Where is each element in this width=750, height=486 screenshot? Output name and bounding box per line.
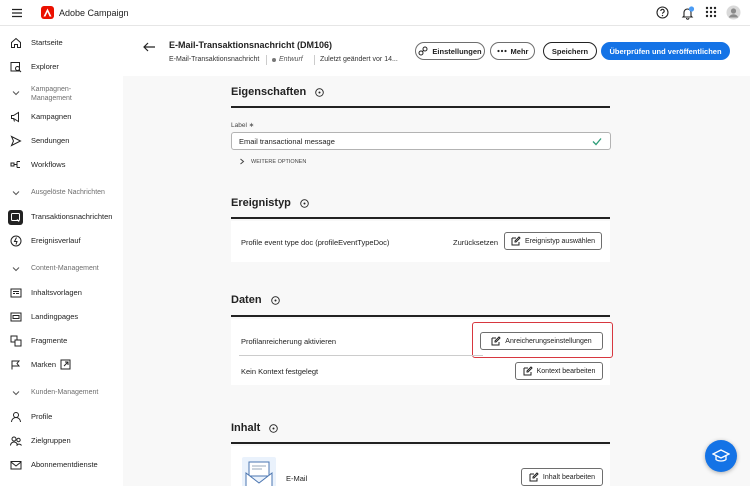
sidebar-item-event-history[interactable] [0, 232, 123, 250]
profile-enrichment-label: Profilanreicherung aktivieren [241, 337, 337, 346]
user-avatar[interactable] [726, 5, 741, 20]
edit-context-label: Kontext bearbeiten [536, 367, 596, 375]
channel-label: E-Mail [286, 474, 308, 483]
chevron-down-icon [10, 387, 22, 399]
event-type-value: Profile event type doc (profileEventTypeDoc) [241, 238, 390, 247]
section-event-type-title [231, 197, 309, 209]
home-icon [10, 37, 22, 49]
select-event-type-label: Ereignistyp auswählen [524, 237, 596, 245]
sidebar-item-transactional-messages[interactable] [0, 208, 123, 226]
info-icon[interactable] [269, 424, 278, 433]
event-icon [10, 235, 22, 247]
sidebar-item-label: Transaktionsnachrichten [31, 212, 113, 221]
label-field-caption: Label ∗ [231, 122, 255, 129]
sidebar-item-label: Sendungen [31, 136, 70, 145]
settings-button[interactable] [415, 42, 485, 60]
edit-icon [529, 472, 539, 482]
sidebar-section-campaign-management[interactable] [0, 82, 123, 104]
back-arrow-icon[interactable] [143, 42, 156, 52]
notification-bell-icon[interactable] [681, 6, 695, 20]
edit-icon [511, 236, 521, 246]
section-divider [231, 442, 610, 444]
section-properties-title [231, 86, 324, 98]
sidebar-item-profiles[interactable] [0, 408, 123, 426]
context-label: Kein Kontext festgelegt [241, 367, 319, 376]
divider [314, 55, 315, 65]
last-modified: Zuletzt geändert vor 14... [320, 56, 398, 63]
sidebar-item-workflows[interactable] [0, 156, 123, 174]
audience-icon [10, 435, 22, 447]
sidebar-item-label: Marken [31, 360, 57, 369]
explorer-icon [10, 61, 22, 73]
section-divider [231, 106, 610, 108]
content-card [231, 446, 610, 486]
help-icon[interactable] [656, 6, 669, 19]
status-dot [272, 58, 276, 62]
label-input-value: Email transactional message [239, 137, 335, 146]
sidebar-item-fragments[interactable] [0, 332, 123, 350]
section-content-title [231, 422, 278, 434]
reset-link[interactable]: Zurücksetzen [453, 238, 499, 247]
sidebar-item-label: Inhaltsvorlagen [31, 288, 82, 297]
sidebar-item-label: Landingpages [31, 312, 79, 321]
settings-button-label: Einstellungen [432, 46, 482, 56]
brand-icon [10, 359, 22, 371]
app-name[interactable]: Adobe Campaign [59, 8, 129, 18]
sidebar-item-label: Workflows [31, 160, 66, 169]
sidebar-item-explorer[interactable] [0, 58, 123, 76]
page-title: E-Mail-Transaktionsnachricht (DM106) [169, 40, 333, 50]
enrichment-settings-button[interactable] [480, 332, 603, 350]
section-divider [231, 315, 610, 317]
send-icon [10, 135, 22, 147]
sidebar-item-label: Explorer [31, 62, 59, 71]
status-badge: Entwurf [279, 56, 303, 63]
message-type: E-Mail-Transaktionsnachricht [169, 56, 260, 63]
sidebar-item-landing-pages[interactable] [0, 308, 123, 326]
sidebar-item-home[interactable] [0, 34, 123, 52]
sidebar-nav [0, 26, 123, 486]
info-icon[interactable] [315, 88, 324, 97]
review-publish-button[interactable] [601, 42, 730, 60]
sidebar-item-subscription-services[interactable] [0, 456, 123, 474]
sidebar-item-campaigns[interactable] [0, 108, 123, 126]
edit-content-label: Inhalt bearbeiten [542, 473, 596, 481]
page-header [123, 26, 750, 76]
menu-icon[interactable] [11, 7, 23, 19]
edit-content-button[interactable] [521, 468, 603, 486]
event-type-card [231, 221, 610, 262]
chevron-down-icon [10, 263, 22, 275]
megaphone-icon [10, 111, 22, 123]
sidebar-section-label: Content-Management [31, 265, 99, 272]
settings-icon [418, 46, 428, 56]
open-external-icon[interactable] [60, 359, 71, 370]
more-options-label: WEITERE OPTIONEN [251, 158, 307, 165]
main-content[interactable] [123, 76, 750, 486]
enrichment-settings-label: Anreicherungseinstellungen [505, 337, 592, 345]
top-bar [0, 0, 750, 26]
edit-icon [491, 336, 501, 346]
sidebar-item-label: Fragmente [31, 336, 68, 345]
more-options-toggle[interactable] [239, 158, 306, 165]
save-button-label: Speichern [551, 46, 589, 56]
sidebar-item-audiences[interactable] [0, 432, 123, 450]
divider [266, 55, 267, 65]
workflow-icon [10, 159, 22, 171]
section-title-text: Daten [231, 294, 262, 306]
landing-icon [10, 311, 22, 323]
sidebar-item-label: Ereignisverlauf [31, 236, 81, 245]
chevron-down-icon [10, 187, 22, 199]
sidebar-item-brands[interactable] [0, 356, 123, 374]
sidebar-section-content-management[interactable] [0, 260, 123, 278]
sidebar-item-label: Zielgruppen [31, 436, 71, 445]
checkmark-icon [592, 137, 602, 146]
email-thumbnail-icon [241, 456, 277, 486]
label-input[interactable] [231, 132, 611, 150]
sidebar-item-content-templates[interactable] [0, 284, 123, 302]
section-title-text: Inhalt [231, 422, 261, 434]
apps-grid-icon[interactable] [705, 6, 717, 18]
info-icon[interactable] [300, 199, 309, 208]
learn-button[interactable] [705, 440, 737, 472]
select-event-type-button[interactable] [504, 232, 602, 250]
chevron-right-icon [239, 158, 245, 165]
chevron-down-icon [10, 87, 22, 99]
more-button[interactable] [490, 42, 535, 60]
sidebar-section-customer-management[interactable] [0, 384, 123, 402]
sidebar-item-label: Startseite [31, 38, 63, 47]
sidebar-section-label: Kampagnen- Management [31, 86, 72, 102]
more-dots-icon [497, 49, 507, 53]
transactional-icon [8, 210, 23, 225]
edit-context-button[interactable] [515, 362, 603, 380]
save-button[interactable] [543, 42, 597, 60]
section-divider [231, 217, 610, 219]
section-title-text: Eigenschaften [231, 86, 307, 98]
sidebar-section-label: Ausgelöste Nachrichten [31, 189, 105, 196]
sidebar-item-label: Kampagnen [31, 112, 72, 121]
row-divider [239, 355, 483, 356]
sidebar-section-label: Kunden-Management [31, 389, 99, 396]
fragment-icon [10, 335, 22, 347]
adobe-logo-icon[interactable] [41, 6, 54, 19]
sidebar-section-triggered-messages[interactable] [0, 184, 123, 202]
info-icon[interactable] [271, 296, 280, 305]
graduation-cap-icon [712, 449, 730, 463]
sidebar-item-label: Abonnementdienste [31, 460, 98, 469]
publish-button-label: Überprüfen und veröffentlichen [609, 46, 722, 56]
section-title-text: Ereignistyp [231, 197, 291, 209]
section-data-title [231, 294, 280, 306]
profile-icon [10, 411, 22, 423]
sidebar-item-deliveries[interactable] [0, 132, 123, 150]
sidebar-item-label: Profile [31, 412, 53, 421]
more-button-label: Mehr [510, 46, 529, 56]
template-icon [10, 287, 22, 299]
subscription-icon [10, 459, 22, 471]
edit-icon [523, 366, 533, 376]
